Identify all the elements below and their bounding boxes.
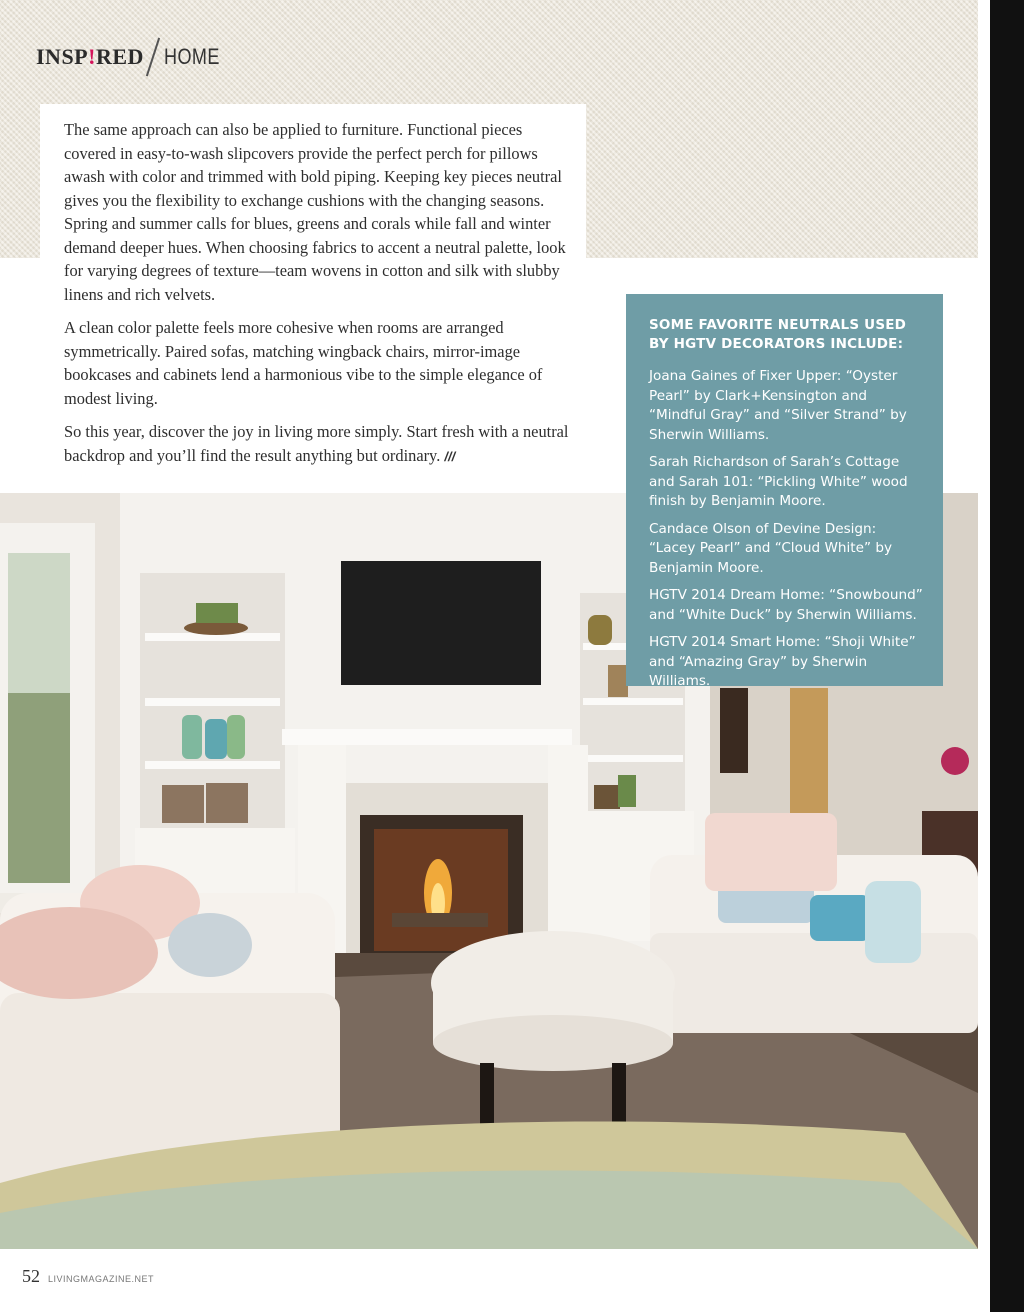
sidebar-heading: SOME FAVORITE NEUTRALS USED BY HGTV DECORATORS INCLUDE: <box>649 317 907 352</box>
masthead <box>36 40 232 74</box>
gutter-bar <box>990 0 1024 1312</box>
page-edge <box>978 0 990 1312</box>
neutrals-sidebar <box>626 294 943 689</box>
sidebar-item: HGTV 2014 Dream Home: “Snowbound” and “White Duck” by Sherwin Williams. <box>649 587 923 623</box>
paragraph: A clean color palette feels more cohesive when rooms are arranged symmetrically. Paired sofas, matching wingback chairs, mirror-image bookcases and cabinets lend a harmonious vibe to the simple elegance of modest living. <box>64 318 543 408</box>
page-footer <box>22 1266 154 1287</box>
sidebar-item: HGTV 2014 Smart Home: “Shoji White” and “Amazing Gray” by Sherwin Williams. <box>649 634 916 689</box>
page-number: 52 <box>22 1266 40 1286</box>
sidebar-item: Sarah Richardson of Sarah’s Cottage and Sarah 101: “Pickling White” wood finish by Benjamin Moore. <box>649 454 908 509</box>
paragraph: The same approach can also be applied to furniture. Functional pieces covered in easy-to-wash slipcovers provide the perfect perch for pillows awash with color and trimmed with bold piping. Keeping key pieces neutral gives you the flexibility to exchange cushions with the changing seasons. Spring and summer calls for blues, greens and corals while fall and winter demand deeper hues. When choosing fabrics to accent a neutral palette, look for varying degrees of texture—team wovens in cotton and silk with slubby linens and rich velvets. <box>64 120 566 304</box>
article-body <box>64 118 572 478</box>
paragraph: So this year, discover the joy in living more simply. Start fresh with a neutral backdrop and you’ll find the result anything but ordinary. /// <box>64 422 569 465</box>
sidebar-item: Candace Olson of Devine Design: “Lacey Pearl” and “Cloud White” by Benjamin Moore. <box>649 520 893 576</box>
section-title: HOME <box>163 44 220 69</box>
end-mark: /// <box>444 448 456 464</box>
sidebar-item: Joana Gaines of Fixer Upper: “Oyster Pearl” by Clark+Kensington and “Mindful Gray” and “Silver Strand” by Sherwin Williams. <box>649 368 907 443</box>
site-url: LIVINGMAGAZINE.NET <box>48 1274 155 1284</box>
divider-slash <box>146 38 160 77</box>
brand-logo: INSP!RED <box>36 44 144 69</box>
